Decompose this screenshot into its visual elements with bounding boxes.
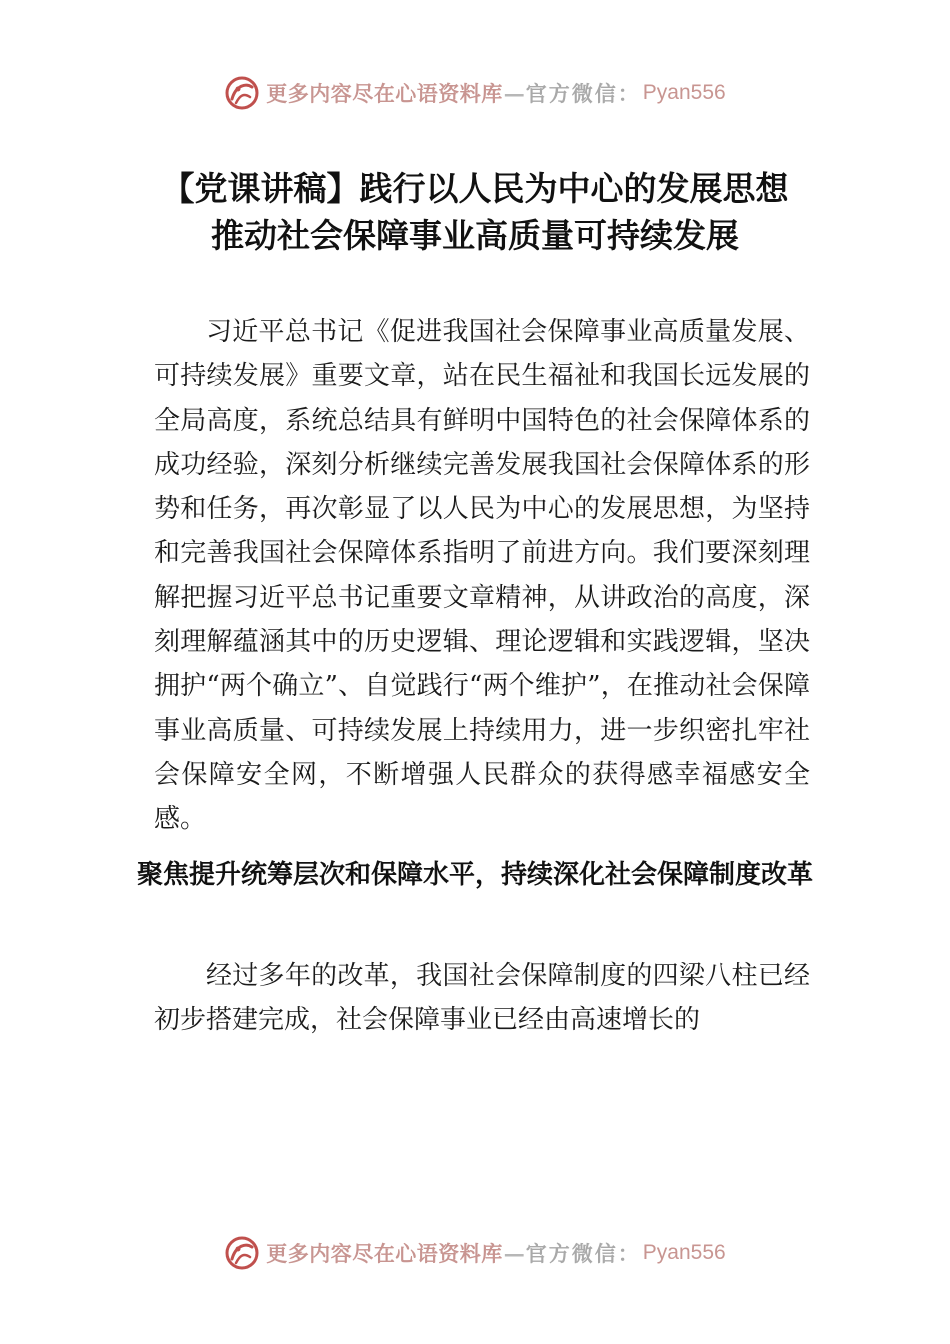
banner-wechat-label: 官方微信： [525,81,641,106]
banner-text: 更多内容尽在心语资料库 [266,1241,503,1266]
footer-watermark-banner [0,1228,950,1278]
banner-text: 更多内容尽在心语资料库 [266,81,503,106]
banner-wechat-id: Pyan556 [642,81,726,104]
document-title [100,165,850,259]
body-paragraph-1: 习近平总书记《促进我国社会保障事业高质量发展、可持续发展》重要文章，站在民生福祉和我国长远发展的全局高度，系统总结具有鲜明中国特色的社会保障体系的成功经验，深刻分析继续完善发展我国社会保障体系的形势和任务，再次彰显了以人民为中心的发展思想，为坚持和完善我国社会保障体系指明了前进方向。我们要深刻理解把握习近平总书记重要文章精神，从讲政治的高度，深刻理解蕴涵其中的历史逻辑、理论逻辑和实践逻辑，坚决拥护“两个确立”、自觉践行“两个维护”，在推动社会保障事业高质量、可持续发展上持续用力，进一步织密扎牢社会保障安全网，不断增强人民群众的获得感幸福感安全感。 [154,317,810,835]
section-heading: 聚焦提升统筹层次和保障水平，持续深化社会保障制度改革 [136,860,813,890]
title-line-1: 【党课讲稿】践行以人民为中心的发展思想 [161,169,789,208]
header-watermark-banner [0,68,950,118]
banner-separator: — [503,80,525,106]
title-line-2: 推动社会保障事业高质量可持续发展 [211,216,739,255]
banner-separator: — [503,1240,525,1266]
banner-wechat-label: 官方微信： [525,1241,641,1266]
body-paragraph-2: 经过多年的改革，我国社会保障制度的四梁八柱已经初步搭建完成，社会保障事业已经由高速增长的 [154,961,810,1036]
logo-icon [224,1235,260,1271]
logo-icon [224,75,260,111]
banner-wechat-id: Pyan556 [642,1241,726,1264]
